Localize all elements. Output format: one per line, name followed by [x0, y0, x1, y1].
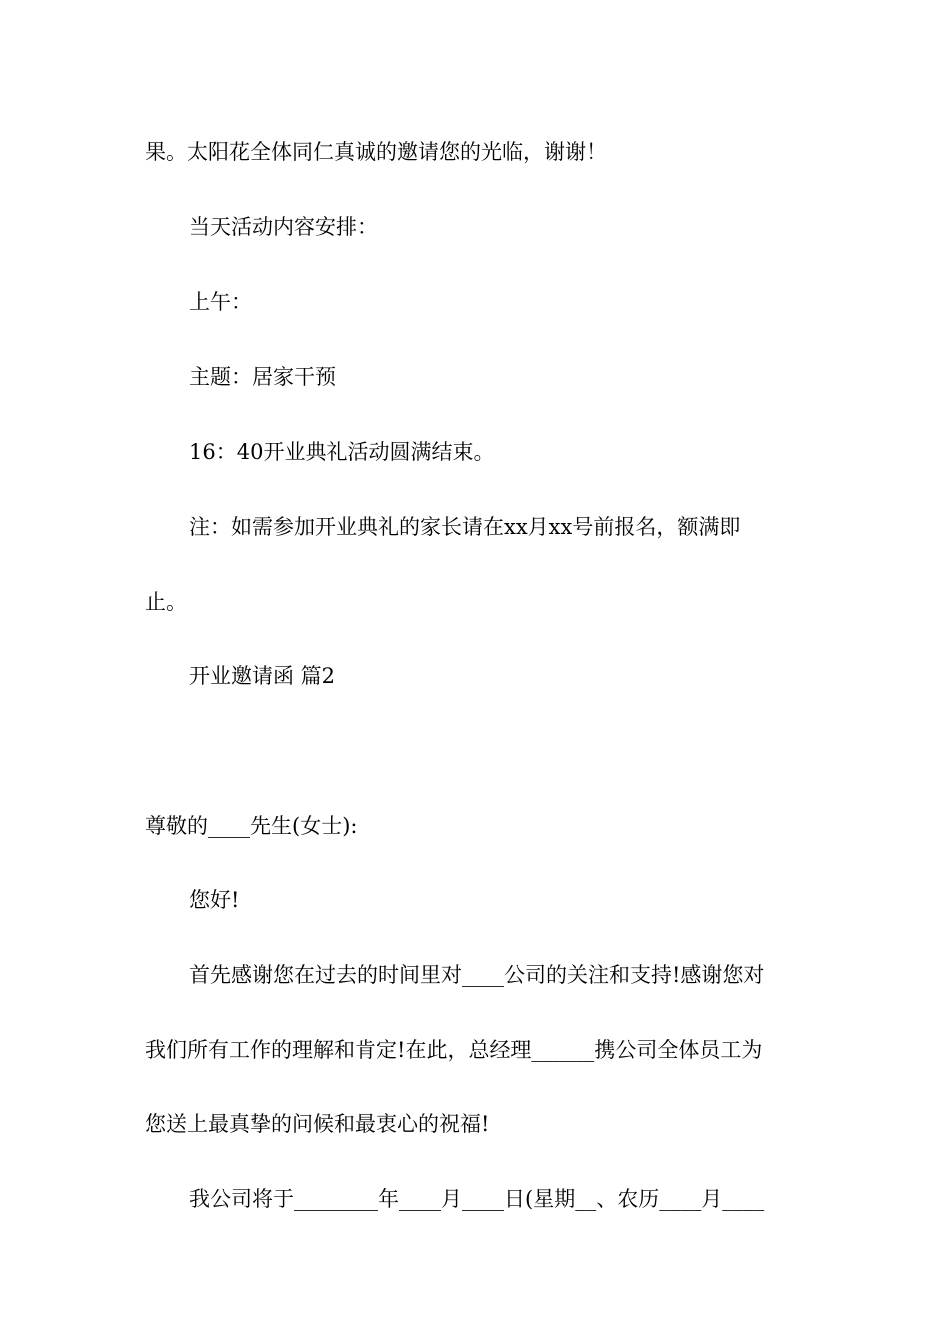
- paragraph-line: 果。太阳花全体同仁真诚的邀请您的光临，谢谢！: [145, 140, 607, 164]
- paragraph-line: 主题：居家干预: [189, 365, 336, 389]
- paragraph-line: 您送上最真挚的问候和最衷心的祝福!: [145, 1112, 490, 1136]
- greeting: 您好!: [189, 888, 240, 912]
- salutation: 尊敬的____先生(女士):: [145, 814, 358, 838]
- paragraph-line: 首先感谢您在过去的时间里对____公司的关注和支持!感谢您对: [189, 963, 765, 987]
- paragraph-line: 16：40开业典礼活动圆满结束。: [189, 440, 495, 464]
- paragraph-line: 注：如需参加开业典礼的家长请在xx月xx号前报名，额满即: [189, 515, 741, 539]
- paragraph-line: 止。: [145, 590, 187, 614]
- paragraph-line: 当天活动内容安排：: [189, 215, 378, 239]
- paragraph-line: 我们所有工作的理解和肯定!在此，总经理______携公司全体员工为: [145, 1038, 763, 1062]
- paragraph-line: 上午：: [189, 290, 252, 314]
- section-heading: 开业邀请函 篇2: [189, 664, 336, 688]
- paragraph-line: 我公司将于________年____月____日(星期__、农历____月____: [189, 1187, 765, 1211]
